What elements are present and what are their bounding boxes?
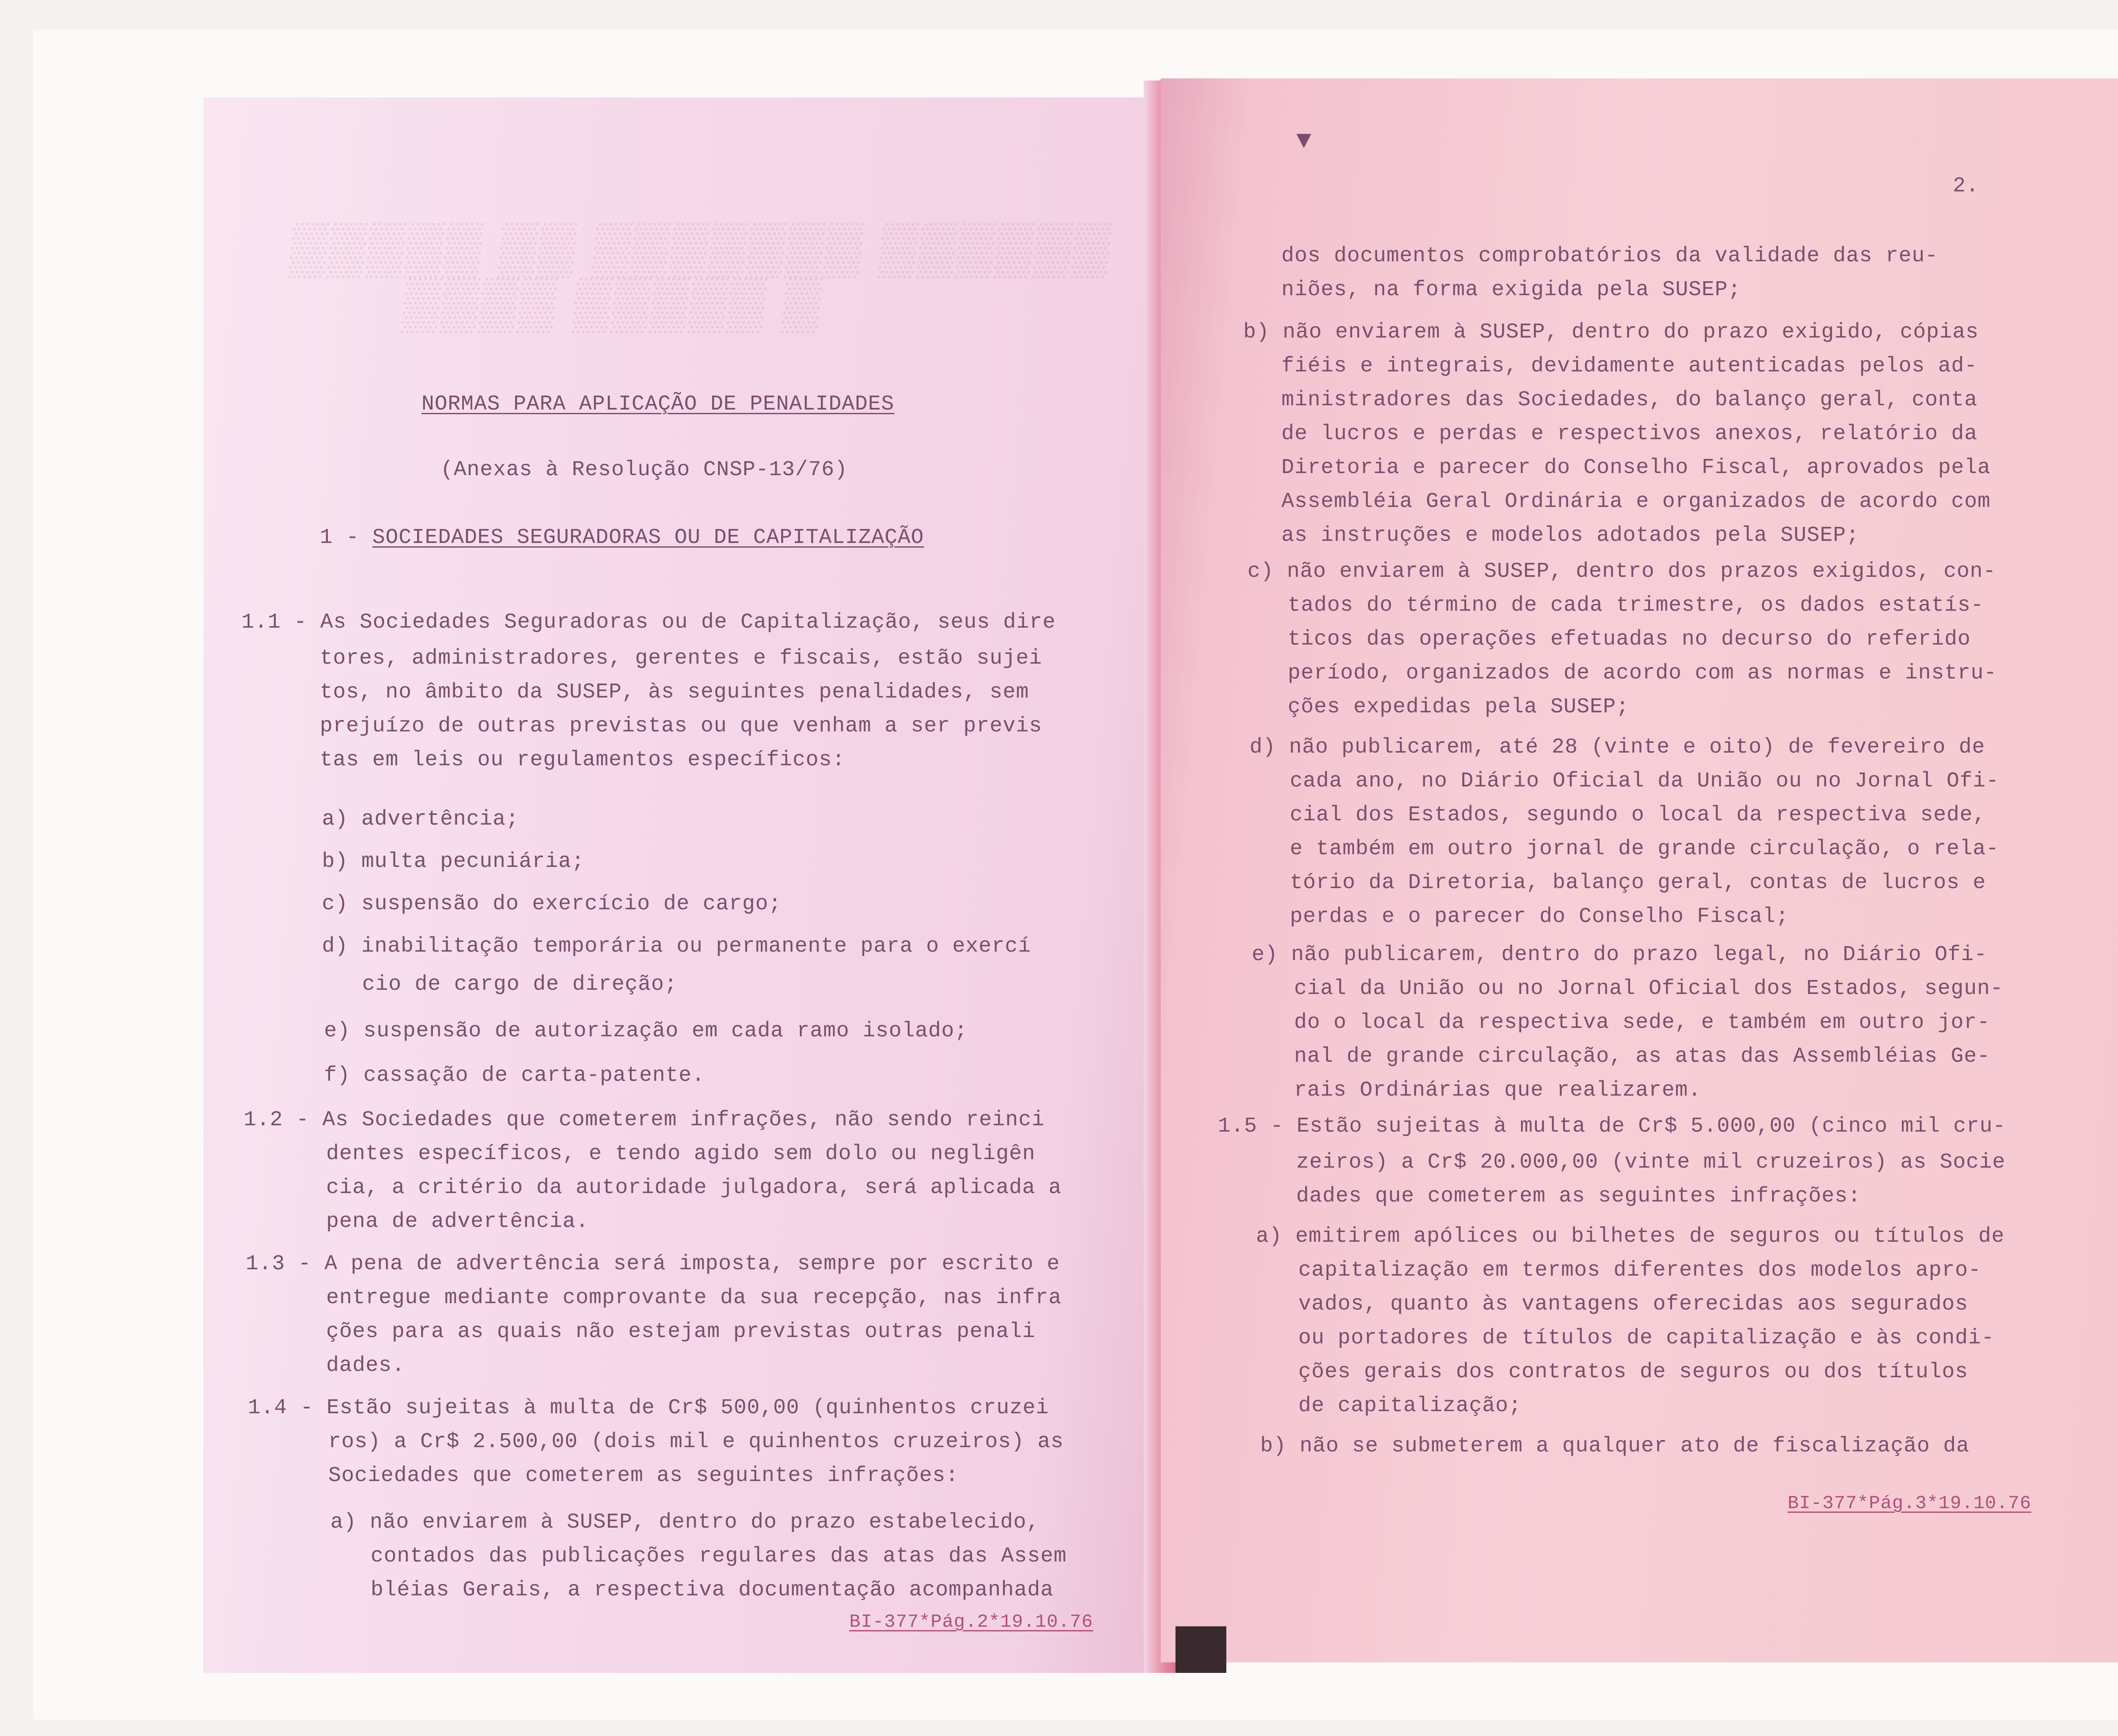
list-item: a) advertência; — [322, 807, 519, 831]
text-line: entregue mediante comprovante da sua recepção, nas infra — [326, 1286, 1062, 1310]
text-line: vados, quanto às vantagens oferecidas aos segurados — [1298, 1292, 1968, 1316]
text-line: dentes específicos, e tendo agido sem dolo ou negligên — [326, 1142, 1036, 1166]
text-line: pena de advertência. — [326, 1210, 589, 1234]
text-line: prejuízo de outras previstas ou que venham a ser previs — [320, 714, 1042, 738]
text-line: cial dos Estados, segundo o local da respectiva sede, — [1290, 803, 1986, 827]
text-line: 1.2 - As Sociedades que cometerem infrações, não sendo reinci — [244, 1108, 1045, 1132]
text-line: dades. — [326, 1354, 405, 1378]
spine-shadow — [1175, 1626, 1226, 1673]
text-line: tores, administradores, gerentes e fiscais, estão sujei — [320, 646, 1042, 670]
text-line: e também em outro jornal de grande circulação, o rela- — [1290, 837, 1999, 861]
document-title: NORMAS PARA APLICAÇÃO DE PENALIDADES — [421, 392, 895, 416]
section-heading — [320, 525, 924, 551]
ink-mark-icon: ▼ — [1296, 127, 1312, 156]
text-line: cada ano, no Diário Oficial da União ou no Jornal Ofi- — [1290, 769, 1999, 793]
list-item: cio de cargo de direção; — [362, 972, 678, 997]
list-item: c) suspensão do exercício de cargo; — [322, 892, 782, 916]
text-line: Sociedades que cometerem as seguintes infrações: — [328, 1464, 959, 1488]
text-line: ções gerais dos contratos de seguros ou dos títulos — [1298, 1360, 1968, 1384]
text-line: 1.5 - Estão sujeitas à multa de Cr$ 5.000,00 (cinco mil cru- — [1218, 1114, 2006, 1138]
text-line: de capitalização; — [1298, 1394, 1522, 1418]
list-item: b) multa pecuniária; — [322, 850, 585, 874]
document-subtitle: (Anexas à Resolução CNSP-13/76) — [441, 458, 848, 482]
text-line: bléias Gerais, a respectiva documentação acompanhada — [371, 1578, 1054, 1602]
text-line: perdas e o parecer do Conselho Fiscal; — [1290, 905, 1789, 929]
text-line: ministradores das Sociedades, do balanço geral, conta — [1281, 388, 1978, 412]
text-line: capitalização em termos diferentes dos modelos apro- — [1298, 1258, 1982, 1282]
text-line: fiéis e integrais, devidamente autenticadas pelos ad- — [1281, 354, 1978, 378]
text-line: a) não enviarem à SUSEP, dentro do prazo estabelecido, — [330, 1510, 1040, 1534]
faded-stamp: ▒▒▒▒▒ ▒▒ ▒▒▒▒▒▒▒ ▒▒▒▒▒▒ ▒▒▒▒ ▒▒▒▒▒ ▒ — [288, 219, 1115, 331]
text-line: e) não publicarem, dentro do prazo legal, no Diário Ofi- — [1252, 943, 1988, 967]
text-line: nal de grande circulação, as atas das Assembléias Ge- — [1294, 1044, 1990, 1069]
text-line: Diretoria e parecer do Conselho Fiscal, aprovados pela — [1281, 456, 1991, 480]
text-line: as instruções e modelos adotados pela SUSEP; — [1281, 523, 1860, 548]
text-line: 1.1 - As Sociedades Seguradoras ou de Capitalização, seus dire — [241, 610, 1056, 634]
text-line: b) não enviarem à SUSEP, dentro do prazo exigido, cópias — [1243, 320, 1979, 344]
list-item: e) suspensão de autorização em cada ramo isolado; — [324, 1019, 968, 1043]
text-line: ros) a Cr$ 2.500,00 (dois mil e quinhentos cruzeiros) as — [328, 1430, 1064, 1454]
page-footer-left: BI-377*Pág.2*19.10.76 — [849, 1611, 1093, 1633]
page-number: 2. — [1953, 174, 1979, 198]
text-line: cia, a critério da autoridade julgadora, será aplicada a — [326, 1176, 1062, 1200]
text-line: ou portadores de títulos de capitalização e às condi- — [1298, 1326, 1995, 1350]
text-line: ticos das operações efetuadas no decurso do referido — [1288, 627, 1971, 651]
text-line: rais Ordinárias que realizarem. — [1294, 1078, 1702, 1102]
text-line: b) não se submeterem a qualquer ato de fiscalização da — [1260, 1434, 1970, 1458]
section-number: 1 - — [320, 526, 373, 550]
page-footer-right: BI-377*Pág.3*19.10.76 — [1788, 1493, 2032, 1514]
text-line: niões, na forma exigida pela SUSEP; — [1281, 278, 1741, 302]
text-line: contados das publicações regulares das atas das Assem — [371, 1544, 1067, 1568]
text-line: tório da Diretoria, balanço geral, contas de lucros e — [1290, 871, 1986, 895]
text-line: do o local da respectiva sede, e também em outro jor- — [1294, 1011, 1990, 1035]
text-line: cial da União ou no Jornal Oficial dos Estados, segun- — [1294, 977, 2004, 1001]
text-line: 1.3 - A pena de advertência será imposta, sempre por escrito e — [246, 1252, 1060, 1276]
text-line: tados do término de cada trimestre, os dados estatís- — [1288, 593, 1984, 617]
text-line: Assembléia Geral Ordinária e organizados de acordo com — [1281, 490, 1991, 514]
text-line: de lucros e perdas e respectivos anexos, relatório da — [1281, 422, 1978, 446]
text-line: dades que cometerem as seguintes infrações: — [1296, 1184, 1861, 1208]
text-line: ções expedidas pela SUSEP; — [1288, 695, 1630, 719]
text-line: d) não publicarem, até 28 (vinte e oito) de fevereiro de — [1250, 735, 1985, 759]
text-line: ções para as quais não estejam previstas outras penali — [326, 1320, 1036, 1344]
text-line: c) não enviarem à SUSEP, dentro dos prazos exigidos, con- — [1248, 559, 1996, 584]
text-line: a) emitirem apólices ou bilhetes de seguros ou títulos de — [1256, 1224, 2005, 1249]
text-line: tas em leis ou regulamentos específicos: — [320, 748, 846, 772]
list-item: f) cassação de carta-patente. — [324, 1063, 705, 1088]
text-line: tos, no âmbito da SUSEP, às seguintes penalidades, sem — [320, 680, 1029, 704]
text-line: 1.4 - Estão sujeitas à multa de Cr$ 500,00 (quinhentos cruzei — [248, 1396, 1049, 1420]
text-line: dos documentos comprobatórios da validade das reu- — [1281, 244, 1938, 268]
list-item: d) inabilitação temporária ou permanente para o exercí — [322, 934, 1031, 958]
text-line: período, organizados de acordo com as normas e instru- — [1288, 661, 1997, 685]
text-line: zeiros) a Cr$ 20.000,00 (vinte mil cruzeiros) as Socie — [1296, 1150, 2006, 1174]
section-heading-text: SOCIEDADES SEGURADORAS OU DE CAPITALIZAÇÃO — [372, 526, 924, 550]
